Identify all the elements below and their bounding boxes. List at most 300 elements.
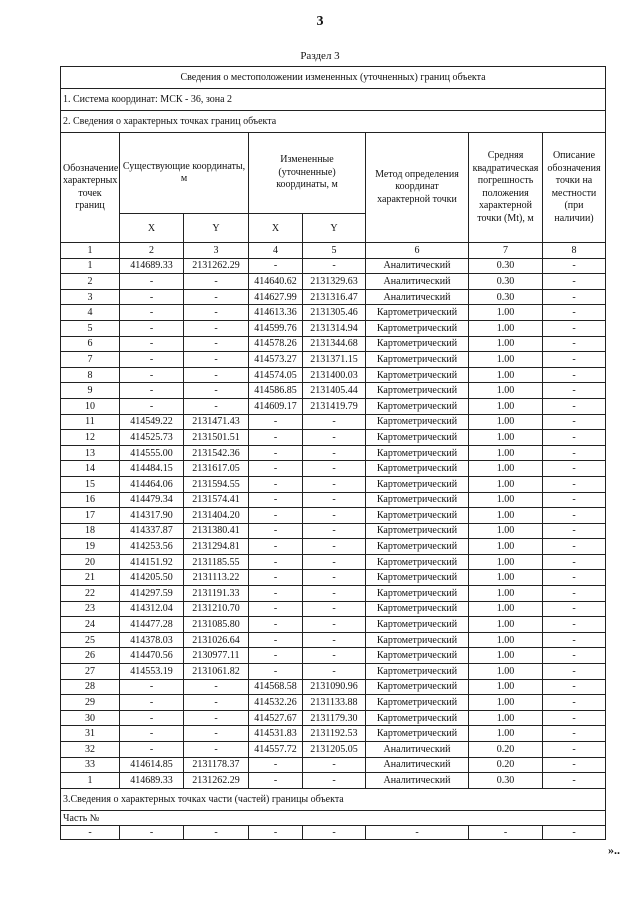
description-cell: - xyxy=(543,757,606,773)
changed-y-cell: 2131400.03 xyxy=(303,367,366,383)
table-row xyxy=(61,710,606,726)
existing-x-cell: 414549.22 xyxy=(120,414,184,430)
description-cell: - xyxy=(543,414,606,430)
page-number: 3 xyxy=(316,14,324,29)
changed-x-cell: - xyxy=(249,773,303,789)
error-cell: 1.00 xyxy=(469,648,543,664)
method-cell: Картометрический xyxy=(366,398,469,414)
existing-x-cell: 414205.50 xyxy=(120,570,184,586)
table-row xyxy=(61,679,606,695)
changed-x-cell: 414609.17 xyxy=(249,398,303,414)
existing-y-cell: - xyxy=(184,710,249,726)
error-cell: 1.00 xyxy=(469,305,543,321)
description-cell: - xyxy=(543,664,606,680)
error-cell: 1.00 xyxy=(469,352,543,368)
changed-x-cell: - xyxy=(249,523,303,539)
empty-cell: - xyxy=(61,826,120,840)
changed-y-cell: 2131305.46 xyxy=(303,305,366,321)
changed-x-cell: - xyxy=(249,554,303,570)
method-cell: Картометрический xyxy=(366,632,469,648)
error-cell: 0.20 xyxy=(469,757,543,773)
changed-x-cell: - xyxy=(249,757,303,773)
changed-y-cell: 2131371.15 xyxy=(303,352,366,368)
table-row xyxy=(61,757,606,773)
point-number-cell: 10 xyxy=(61,398,120,414)
existing-x-cell: - xyxy=(120,274,184,290)
changed-x-cell: 414578.26 xyxy=(249,336,303,352)
description-cell: - xyxy=(543,352,606,368)
existing-x-cell: - xyxy=(120,320,184,336)
column-number: 4 xyxy=(249,243,303,259)
existing-x-cell: - xyxy=(120,679,184,695)
existing-x-cell: 414484.15 xyxy=(120,461,184,477)
changed-y-cell: - xyxy=(303,523,366,539)
point-number-cell: 22 xyxy=(61,586,120,602)
description-cell: - xyxy=(543,773,606,789)
table-row xyxy=(61,508,606,524)
existing-x-cell: 414553.19 xyxy=(120,664,184,680)
method-cell: Картометрический xyxy=(366,320,469,336)
existing-y-cell: - xyxy=(184,274,249,290)
existing-y-cell: 2131542.36 xyxy=(184,445,249,461)
boundary-table xyxy=(60,66,606,840)
error-cell: 1.00 xyxy=(469,445,543,461)
coordinate-system-line: 1. Система координат: МСК - 36, зона 2 xyxy=(61,89,606,111)
description-cell: - xyxy=(543,258,606,274)
error-cell: 1.00 xyxy=(469,632,543,648)
table-row xyxy=(61,695,606,711)
existing-y-cell: - xyxy=(184,367,249,383)
header-existing-y: Y xyxy=(184,214,249,243)
changed-x-cell: 414573.27 xyxy=(249,352,303,368)
point-number-cell: 18 xyxy=(61,523,120,539)
changed-y-cell: 2131133.88 xyxy=(303,695,366,711)
description-cell: - xyxy=(543,461,606,477)
table-row xyxy=(61,398,606,414)
header-changed-coordinates: Измененные (уточненные) координаты, м xyxy=(249,133,366,214)
table-row xyxy=(61,586,606,602)
existing-x-cell: 414470.56 xyxy=(120,648,184,664)
error-cell: 1.00 xyxy=(469,414,543,430)
point-number-cell: 4 xyxy=(61,305,120,321)
method-cell: Аналитический xyxy=(366,289,469,305)
existing-x-cell: 414479.34 xyxy=(120,492,184,508)
existing-x-cell: - xyxy=(120,305,184,321)
changed-y-cell: - xyxy=(303,414,366,430)
column-number: 3 xyxy=(184,243,249,259)
header-existing-coordinates: Существующие координаты, м xyxy=(120,133,249,214)
existing-x-cell: - xyxy=(120,726,184,742)
point-number-cell: 28 xyxy=(61,679,120,695)
changed-x-cell: - xyxy=(249,258,303,274)
description-cell: - xyxy=(543,648,606,664)
existing-y-cell: 2131185.55 xyxy=(184,554,249,570)
existing-y-cell: - xyxy=(184,742,249,758)
table-row xyxy=(61,383,606,399)
table-row xyxy=(61,523,606,539)
description-cell: - xyxy=(543,539,606,555)
changed-y-cell: 2131090.96 xyxy=(303,679,366,695)
empty-row xyxy=(61,826,606,840)
changed-x-cell: - xyxy=(249,492,303,508)
description-cell: - xyxy=(543,320,606,336)
existing-x-cell: - xyxy=(120,710,184,726)
changed-y-cell: - xyxy=(303,586,366,602)
existing-x-cell: - xyxy=(120,289,184,305)
part-number-label: Часть № xyxy=(61,810,606,826)
existing-y-cell: 2131471.43 xyxy=(184,414,249,430)
changed-x-cell: 414557.72 xyxy=(249,742,303,758)
method-cell: Аналитический xyxy=(366,274,469,290)
table-row xyxy=(61,414,606,430)
method-cell: Картометрический xyxy=(366,586,469,602)
existing-x-cell: 414378.03 xyxy=(120,632,184,648)
point-number-cell: 24 xyxy=(61,617,120,633)
table-row xyxy=(61,352,606,368)
existing-x-cell: 414525.73 xyxy=(120,430,184,446)
error-cell: 1.00 xyxy=(469,570,543,586)
empty-cell: - xyxy=(184,826,249,840)
existing-x-cell: 414477.28 xyxy=(120,617,184,633)
existing-x-cell: 414253.56 xyxy=(120,539,184,555)
existing-x-cell: 414614.85 xyxy=(120,757,184,773)
changed-y-cell: - xyxy=(303,664,366,680)
table-row xyxy=(61,274,606,290)
changed-x-cell: 414586.85 xyxy=(249,383,303,399)
changed-x-cell: - xyxy=(249,430,303,446)
changed-y-cell: 2131344.68 xyxy=(303,336,366,352)
point-number-cell: 6 xyxy=(61,336,120,352)
point-number-cell: 29 xyxy=(61,695,120,711)
point-number-cell: 30 xyxy=(61,710,120,726)
existing-y-cell: 2131617.05 xyxy=(184,461,249,477)
changed-x-cell: - xyxy=(249,648,303,664)
table-title: Сведения о местоположении измененных (уточненных) границ объекта xyxy=(61,67,606,89)
description-cell: - xyxy=(543,586,606,602)
existing-y-cell: - xyxy=(184,398,249,414)
method-cell: Картометрический xyxy=(366,336,469,352)
table-row xyxy=(61,539,606,555)
existing-x-cell: 414689.33 xyxy=(120,773,184,789)
changed-x-cell: 414532.26 xyxy=(249,695,303,711)
changed-x-cell: - xyxy=(249,601,303,617)
changed-y-cell: - xyxy=(303,757,366,773)
changed-y-cell: 2131329.63 xyxy=(303,274,366,290)
changed-x-cell: 414627.99 xyxy=(249,289,303,305)
changed-y-cell: - xyxy=(303,461,366,477)
error-cell: 1.00 xyxy=(469,430,543,446)
method-cell: Картометрический xyxy=(366,430,469,446)
changed-y-cell: - xyxy=(303,258,366,274)
existing-y-cell: - xyxy=(184,289,249,305)
existing-x-cell: - xyxy=(120,398,184,414)
method-cell: Картометрический xyxy=(366,461,469,477)
changed-x-cell: 414599.76 xyxy=(249,320,303,336)
parts-section-line: 3.Сведения о характерных точках части (частей) границы объекта xyxy=(61,788,606,810)
error-cell: 1.00 xyxy=(469,601,543,617)
table-row xyxy=(61,476,606,492)
point-number-cell: 25 xyxy=(61,632,120,648)
method-cell: Аналитический xyxy=(366,742,469,758)
changed-y-cell: 2131314.94 xyxy=(303,320,366,336)
description-cell: - xyxy=(543,617,606,633)
changed-x-cell: 414574.05 xyxy=(249,367,303,383)
point-number-cell: 9 xyxy=(61,383,120,399)
existing-x-cell: 414151.92 xyxy=(120,554,184,570)
point-number-cell: 32 xyxy=(61,742,120,758)
existing-x-cell: 414317.90 xyxy=(120,508,184,524)
point-number-cell: 8 xyxy=(61,367,120,383)
existing-y-cell: 2131026.64 xyxy=(184,632,249,648)
method-cell: Картометрический xyxy=(366,508,469,524)
existing-x-cell: 414464.06 xyxy=(120,476,184,492)
point-number-cell: 1 xyxy=(61,773,120,789)
changed-x-cell: - xyxy=(249,586,303,602)
table-row xyxy=(61,773,606,789)
existing-y-cell: 2131113.22 xyxy=(184,570,249,586)
existing-y-cell: - xyxy=(184,320,249,336)
description-cell: - xyxy=(543,367,606,383)
changed-x-cell: - xyxy=(249,617,303,633)
section-title: Раздел 3 xyxy=(300,50,340,62)
description-cell: - xyxy=(543,445,606,461)
changed-y-cell: - xyxy=(303,570,366,586)
error-cell: 1.00 xyxy=(469,695,543,711)
point-number-cell: 17 xyxy=(61,508,120,524)
column-number: 5 xyxy=(303,243,366,259)
existing-y-cell: 2130977.11 xyxy=(184,648,249,664)
method-cell: Картометрический xyxy=(366,664,469,680)
changed-y-cell: - xyxy=(303,430,366,446)
table-row xyxy=(61,601,606,617)
description-cell: - xyxy=(543,695,606,711)
existing-y-cell: 2131210.70 xyxy=(184,601,249,617)
point-number-cell: 23 xyxy=(61,601,120,617)
description-cell: - xyxy=(543,742,606,758)
header-changed-x: X xyxy=(249,214,303,243)
header-description: Описание обозначения точки на местности (при наличии) xyxy=(543,133,606,243)
existing-y-cell: 2131594.55 xyxy=(184,476,249,492)
changed-x-cell: - xyxy=(249,570,303,586)
method-cell: Картометрический xyxy=(366,570,469,586)
changed-y-cell: - xyxy=(303,554,366,570)
empty-cell: - xyxy=(249,826,303,840)
method-cell: Картометрический xyxy=(366,695,469,711)
method-cell: Картометрический xyxy=(366,367,469,383)
error-cell: 1.00 xyxy=(469,476,543,492)
empty-cell: - xyxy=(543,826,606,840)
changed-x-cell: - xyxy=(249,414,303,430)
point-number-cell: 16 xyxy=(61,492,120,508)
error-cell: 0.30 xyxy=(469,289,543,305)
table-row xyxy=(61,289,606,305)
header-method: Метод определения координат характерной точки xyxy=(366,133,469,243)
description-cell: - xyxy=(543,679,606,695)
changed-y-cell: - xyxy=(303,445,366,461)
description-cell: - xyxy=(543,383,606,399)
error-cell: 1.00 xyxy=(469,508,543,524)
point-number-cell: 20 xyxy=(61,554,120,570)
existing-y-cell: - xyxy=(184,352,249,368)
description-cell: - xyxy=(543,492,606,508)
table-row xyxy=(61,336,606,352)
table-row xyxy=(61,445,606,461)
column-number: 1 xyxy=(61,243,120,259)
description-cell: - xyxy=(543,632,606,648)
existing-y-cell: - xyxy=(184,695,249,711)
method-cell: Картометрический xyxy=(366,476,469,492)
error-cell: 1.00 xyxy=(469,617,543,633)
point-number-cell: 3 xyxy=(61,289,120,305)
point-number-cell: 33 xyxy=(61,757,120,773)
table-row xyxy=(61,305,606,321)
method-cell: Картометрический xyxy=(366,523,469,539)
table-row xyxy=(61,492,606,508)
description-cell: - xyxy=(543,476,606,492)
header-changed-y: Y xyxy=(303,214,366,243)
changed-x-cell: 414531.83 xyxy=(249,726,303,742)
table-row xyxy=(61,367,606,383)
description-cell: - xyxy=(543,554,606,570)
existing-y-cell: 2131085.80 xyxy=(184,617,249,633)
method-cell: Аналитический xyxy=(366,757,469,773)
description-cell: - xyxy=(543,398,606,414)
point-number-cell: 26 xyxy=(61,648,120,664)
existing-y-cell: - xyxy=(184,383,249,399)
existing-y-cell: - xyxy=(184,305,249,321)
method-cell: Картометрический xyxy=(366,710,469,726)
point-number-cell: 13 xyxy=(61,445,120,461)
existing-y-cell: 2131178.37 xyxy=(184,757,249,773)
error-cell: 1.00 xyxy=(469,539,543,555)
error-cell: 1.00 xyxy=(469,383,543,399)
empty-cell: - xyxy=(120,826,184,840)
existing-x-cell: 414555.00 xyxy=(120,445,184,461)
table-row xyxy=(61,742,606,758)
point-number-cell: 19 xyxy=(61,539,120,555)
header-designation: Обозначение характерных точек границ xyxy=(61,133,120,243)
changed-y-cell: - xyxy=(303,539,366,555)
table-row xyxy=(61,632,606,648)
error-cell: 1.00 xyxy=(469,726,543,742)
changed-y-cell: - xyxy=(303,492,366,508)
changed-y-cell: 2131419.79 xyxy=(303,398,366,414)
existing-x-cell: 414297.59 xyxy=(120,586,184,602)
existing-y-cell: 2131061.82 xyxy=(184,664,249,680)
changed-y-cell: - xyxy=(303,632,366,648)
existing-x-cell: - xyxy=(120,383,184,399)
point-number-cell: 7 xyxy=(61,352,120,368)
changed-x-cell: - xyxy=(249,632,303,648)
existing-y-cell: 2131574.41 xyxy=(184,492,249,508)
method-cell: Картометрический xyxy=(366,445,469,461)
point-number-cell: 11 xyxy=(61,414,120,430)
header-error: Средняя квадратическая погрешность положения характерной точки (Mt), м xyxy=(469,133,543,243)
changed-y-cell: - xyxy=(303,476,366,492)
existing-x-cell: - xyxy=(120,742,184,758)
error-cell: 0.30 xyxy=(469,258,543,274)
existing-y-cell: - xyxy=(184,336,249,352)
changed-x-cell: - xyxy=(249,461,303,477)
existing-x-cell: - xyxy=(120,352,184,368)
description-cell: - xyxy=(543,523,606,539)
existing-y-cell: 2131262.29 xyxy=(184,258,249,274)
changed-x-cell: 414640.62 xyxy=(249,274,303,290)
method-cell: Картометрический xyxy=(366,492,469,508)
table-row xyxy=(61,617,606,633)
changed-y-cell: - xyxy=(303,508,366,524)
method-cell: Картометрический xyxy=(366,383,469,399)
column-number: 8 xyxy=(543,243,606,259)
description-cell: - xyxy=(543,274,606,290)
error-cell: 1.00 xyxy=(469,523,543,539)
error-cell: 0.30 xyxy=(469,274,543,290)
point-number-cell: 14 xyxy=(61,461,120,477)
existing-y-cell: - xyxy=(184,679,249,695)
changed-y-cell: 2131192.53 xyxy=(303,726,366,742)
changed-y-cell: - xyxy=(303,617,366,633)
changed-x-cell: 414613.36 xyxy=(249,305,303,321)
method-cell: Картометрический xyxy=(366,679,469,695)
existing-x-cell: - xyxy=(120,336,184,352)
existing-y-cell: - xyxy=(184,726,249,742)
description-cell: - xyxy=(543,336,606,352)
changed-y-cell: - xyxy=(303,601,366,617)
existing-y-cell: 2131294.81 xyxy=(184,539,249,555)
table-row xyxy=(61,320,606,336)
error-cell: 1.00 xyxy=(469,664,543,680)
error-cell: 1.00 xyxy=(469,710,543,726)
method-cell: Картометрический xyxy=(366,352,469,368)
changed-x-cell: - xyxy=(249,476,303,492)
table-row xyxy=(61,664,606,680)
table-row xyxy=(61,648,606,664)
method-cell: Картометрический xyxy=(366,414,469,430)
table-row xyxy=(61,430,606,446)
changed-x-cell: - xyxy=(249,539,303,555)
description-cell: - xyxy=(543,601,606,617)
changed-x-cell: 414568.58 xyxy=(249,679,303,695)
existing-y-cell: 2131404.20 xyxy=(184,508,249,524)
existing-y-cell: 2131501.51 xyxy=(184,430,249,446)
method-cell: Аналитический xyxy=(366,258,469,274)
description-cell: - xyxy=(543,289,606,305)
existing-x-cell: - xyxy=(120,695,184,711)
existing-x-cell: 414312.04 xyxy=(120,601,184,617)
end-mark: ».. xyxy=(608,843,620,857)
existing-y-cell: 2131262.29 xyxy=(184,773,249,789)
point-number-cell: 15 xyxy=(61,476,120,492)
method-cell: Аналитический xyxy=(366,773,469,789)
existing-y-cell: 2131191.33 xyxy=(184,586,249,602)
description-cell: - xyxy=(543,508,606,524)
description-cell: - xyxy=(543,570,606,586)
changed-y-cell: 2131316.47 xyxy=(303,289,366,305)
changed-x-cell: - xyxy=(249,445,303,461)
changed-x-cell: - xyxy=(249,508,303,524)
existing-x-cell: 414689.33 xyxy=(120,258,184,274)
changed-y-cell: 2131205.05 xyxy=(303,742,366,758)
point-number-cell: 21 xyxy=(61,570,120,586)
existing-y-cell: 2131380.41 xyxy=(184,523,249,539)
empty-cell: - xyxy=(366,826,469,840)
existing-x-cell: - xyxy=(120,367,184,383)
changed-y-cell: - xyxy=(303,773,366,789)
error-cell: 1.00 xyxy=(469,461,543,477)
error-cell: 0.20 xyxy=(469,742,543,758)
point-number-cell: 31 xyxy=(61,726,120,742)
changed-y-cell: 2131405.44 xyxy=(303,383,366,399)
